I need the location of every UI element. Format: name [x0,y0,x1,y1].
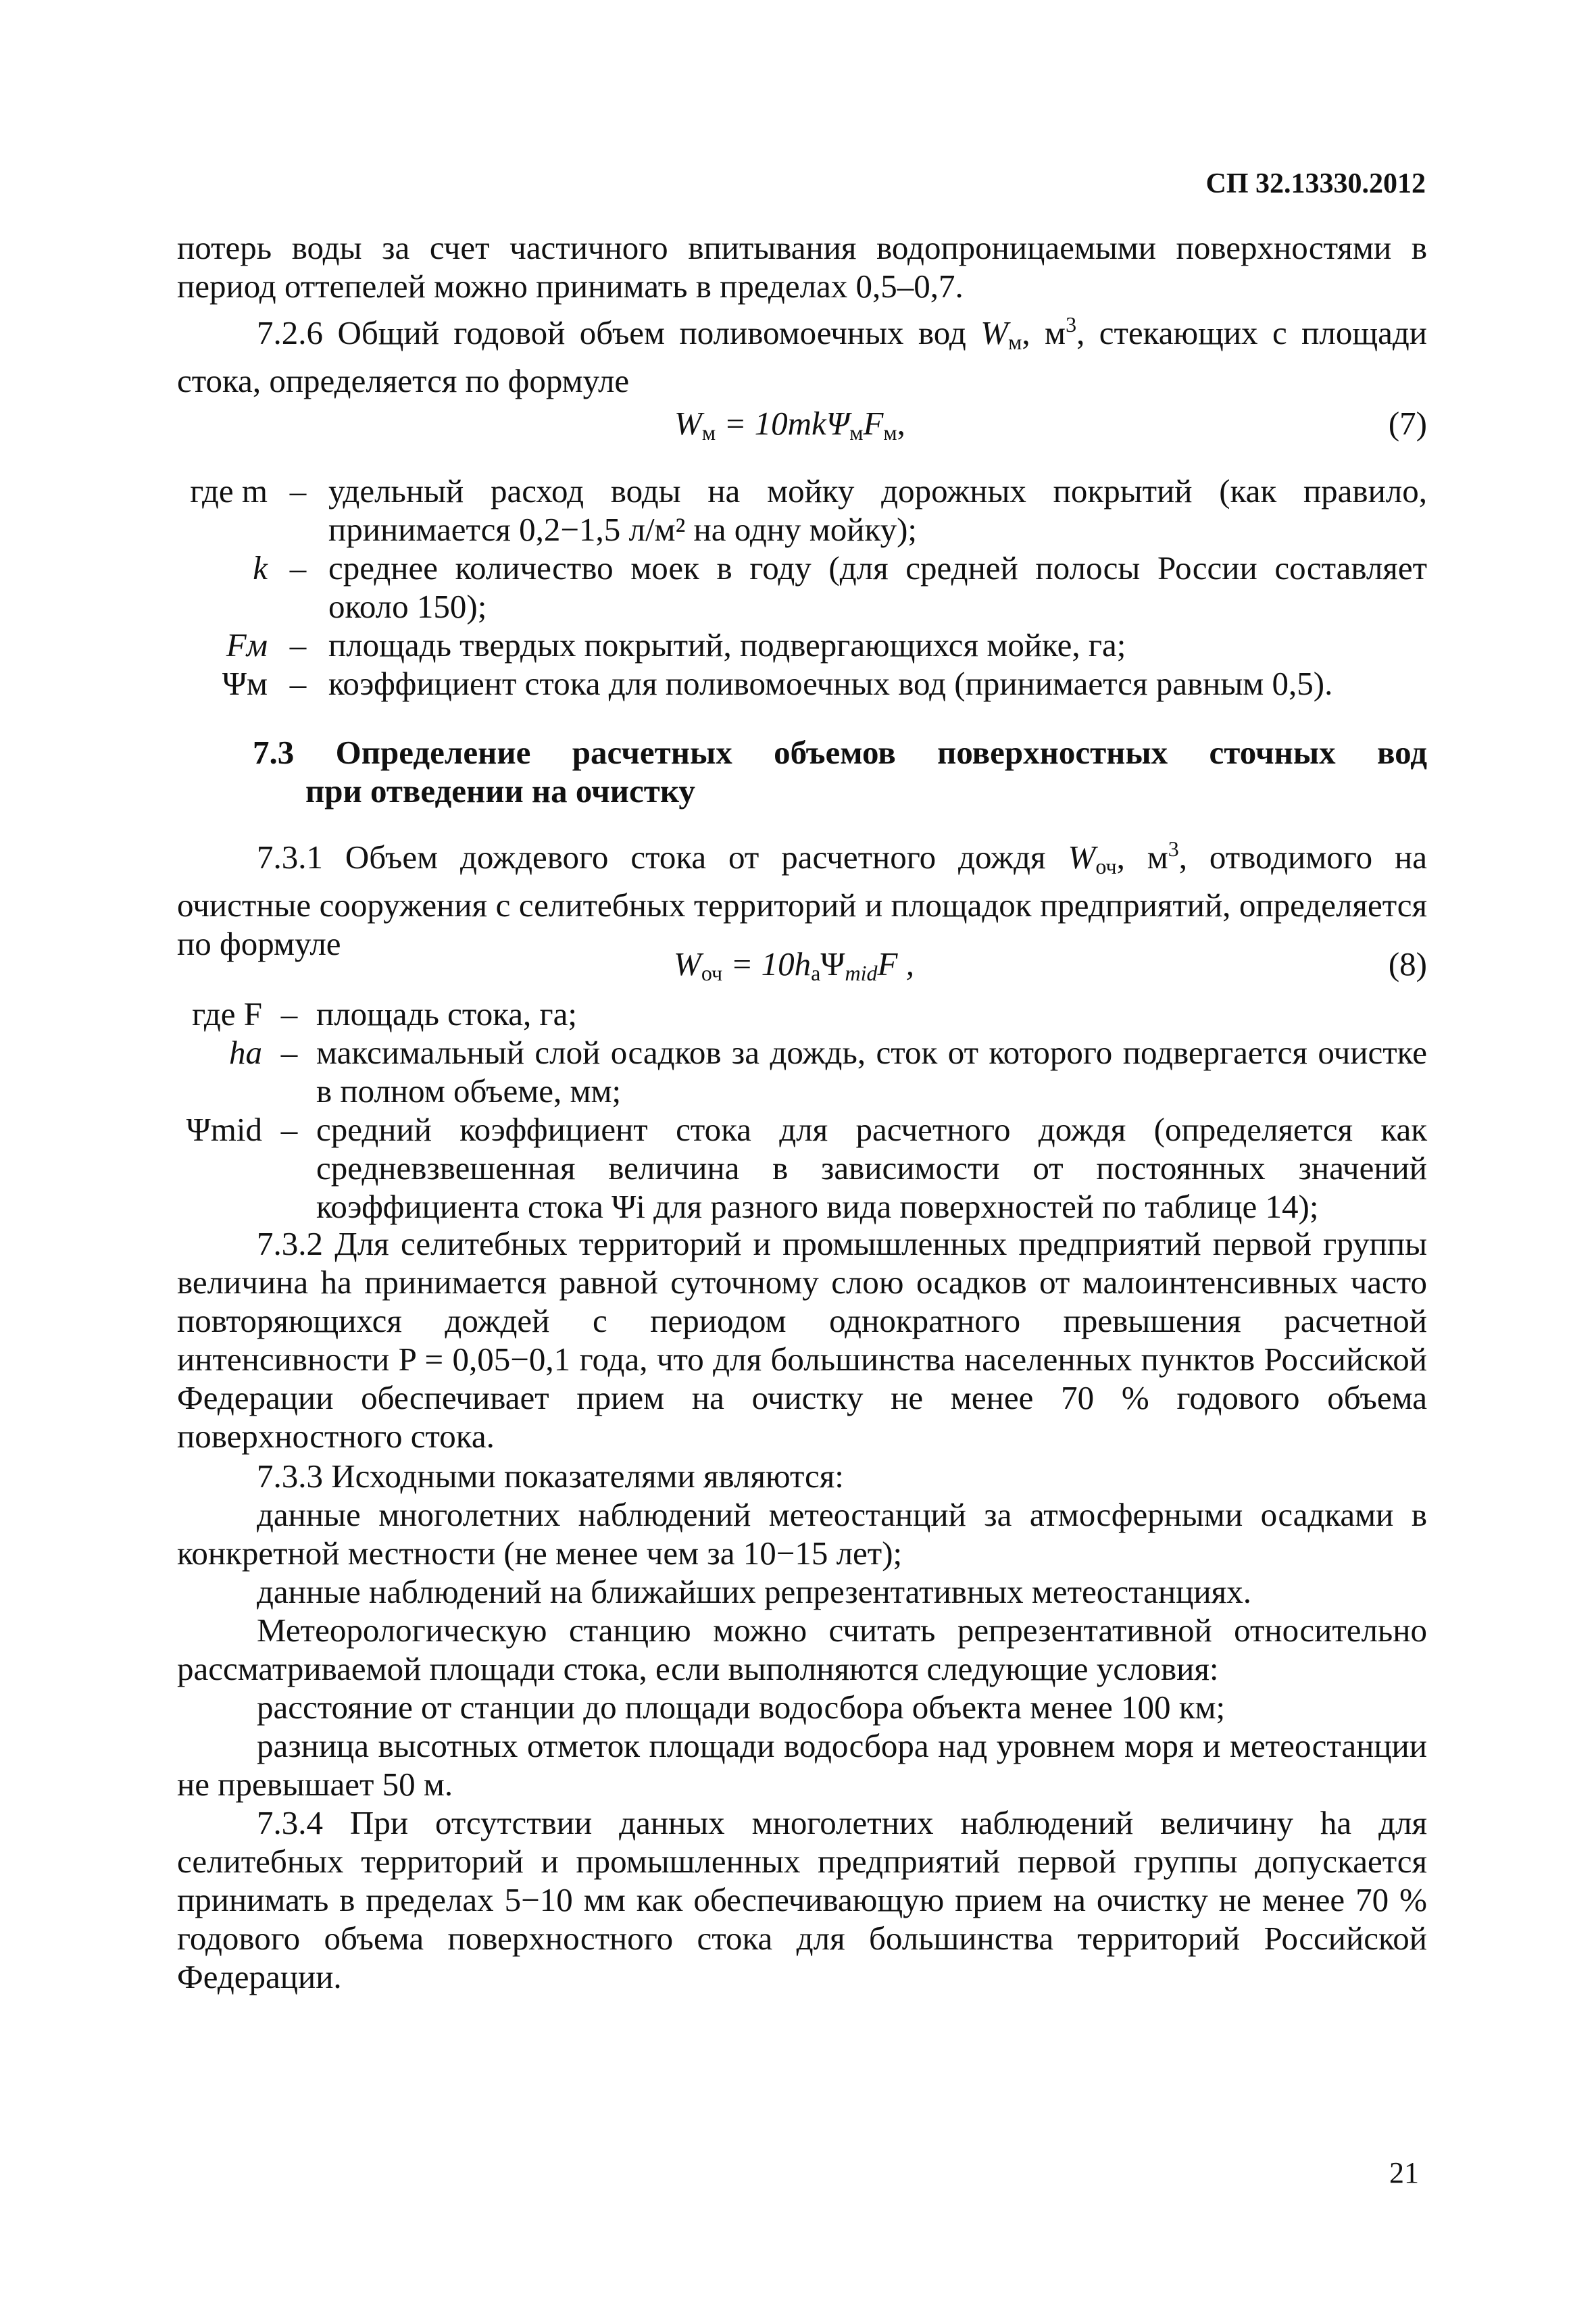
definition-label: k [253,549,268,587]
definition-text: среднее количество моек в году (для средней полосы России составляет около 150); [328,549,1427,625]
definition-label: Ψmid [186,1111,262,1148]
paragraph-7-3-2: 7.3.2 Для селитебных территорий и промышленных предприятий первой группы величина hа принимается равной суточному слою осадков от малоинтенсивных часто повторяющихся дождей с периодом однократного превышения расчетной интенсивности P = 0,05−0,1 года, что для большинства населенных пунктов Российской Федерации обеспечивает прием на очистку не менее 70 % годового объема поверхностного стока. [177,1225,1427,1455]
formula-number-8: (8) [1388,945,1427,982]
definition-dash: – [280,1111,298,1148]
formula-7: $W_м = 10mk\Psi_мF_м$, (7) [674,405,1427,445]
definition-text: площадь стока, га; [316,995,577,1032]
definition-label: Fм [226,626,268,664]
definition-text: площадь твердых покрытий, подвергающихся мойке, га; [328,626,1126,664]
definition-label: hа [229,1034,262,1071]
definition-text: средний коэффициент стока для расчетного дождя (определяется как средневзвешенная величина в зависимости от постоянных значений коэффициента стока Ψi для разного вида поверхностей по таблице 14); [316,1111,1427,1225]
paragraph-distance: расстояние от станции до площади водосбора объекта менее 100 км; [257,1689,1226,1726]
paragraph-7-3-4: 7.3.4 При отсутствии данных многолетних наблюдений величину hа для селитебных территорий и промышленных предприятий первой группы допускается принимать в пределах 5−10 мм как обеспечивающую прием на очистку не менее 70 % годового объема поверхностного стока для большинства территорий Российской Федерации. [177,1804,1427,1995]
definition-row [177,472,1427,549]
definition-row [177,1110,1427,1226]
definition-row [177,1033,1427,1110]
definition-row [177,626,1427,664]
paragraph-data-long-term: данные многолетних наблюдений метеостанций за атмосферными осадками в конкретной местности (не менее чем за 10−15 лет); [177,1496,1427,1572]
definition-dash: – [289,549,307,587]
section-heading-7-3: 7.3 Определение расчетных объемов поверхностных сточных вод при отведении на очистку [253,734,1427,810]
definition-dash: – [280,995,298,1032]
paragraph-7-2-6: 7.2.6 Общий годовой объем поливомоечных вод $W_м$, $м^3$, стекающих с площади стока, определяется по формуле [177,312,1427,399]
definition-text: удельный расход воды на мойку дорожных покрытий (как правило, принимается 0,2−1,5 л/м² на одну мойку); [328,472,1427,548]
definition-dash: – [289,472,307,509]
paragraph-representative: Метеорологическую станцию можно считать репрезентативной относительно рассматриваемой площади стока, если выполняются следующие условия: [177,1612,1427,1687]
definitions-formula-8 [177,995,1427,1226]
definition-label: Ψм [222,665,268,702]
formula-number-7: (7) [1388,405,1427,442]
definition-row [177,549,1427,626]
definition-dash: – [289,626,307,664]
paragraph-7-3-1: 7.3.1 Объем дождевого стока от расчетного дождя $W_{оч}$, $м^3$, отводимого на очистные сооружения с селитебных территорий и площадок предприятий, определяется по формуле [177,837,1427,962]
definitions-formula-7 [177,472,1427,703]
paragraph-height-difference: разница высотных отметок площади водосбора над уровнем моря и метеостанции не превышает 50 м. [177,1727,1427,1803]
definition-dash: – [280,1034,298,1071]
paragraph-continuation: потерь воды за счет частичного впитывания водопроницаемыми поверхностями в период оттепелей можно принимать в пределах 0,5–0,7. [177,229,1427,305]
definition-row [177,664,1427,703]
definition-label: где F [192,995,262,1032]
definition-dash: – [289,665,307,702]
paragraph-data-nearest: данные наблюдений на ближайших репрезентативных метеостанциях. [257,1573,1251,1610]
formula-8: $W_{оч} = 10h_a\Psi_{mid}F$ , (8) [674,945,1427,985]
page-number: 21 [1389,2156,1419,2189]
definition-label: где m [190,472,268,509]
definition-row [177,995,1427,1033]
definition-text: коэффициент стока для поливомоечных вод (принимается равным 0,5). [328,665,1333,702]
definition-text: максимальный слой осадков за дождь, сток от которого подвергается очистке в полном объеме, мм; [316,1034,1427,1110]
document-code: СП 32.13330.2012 [1205,168,1426,199]
paragraph-7-3-3: 7.3.3 Исходными показателями являются: [257,1458,844,1495]
